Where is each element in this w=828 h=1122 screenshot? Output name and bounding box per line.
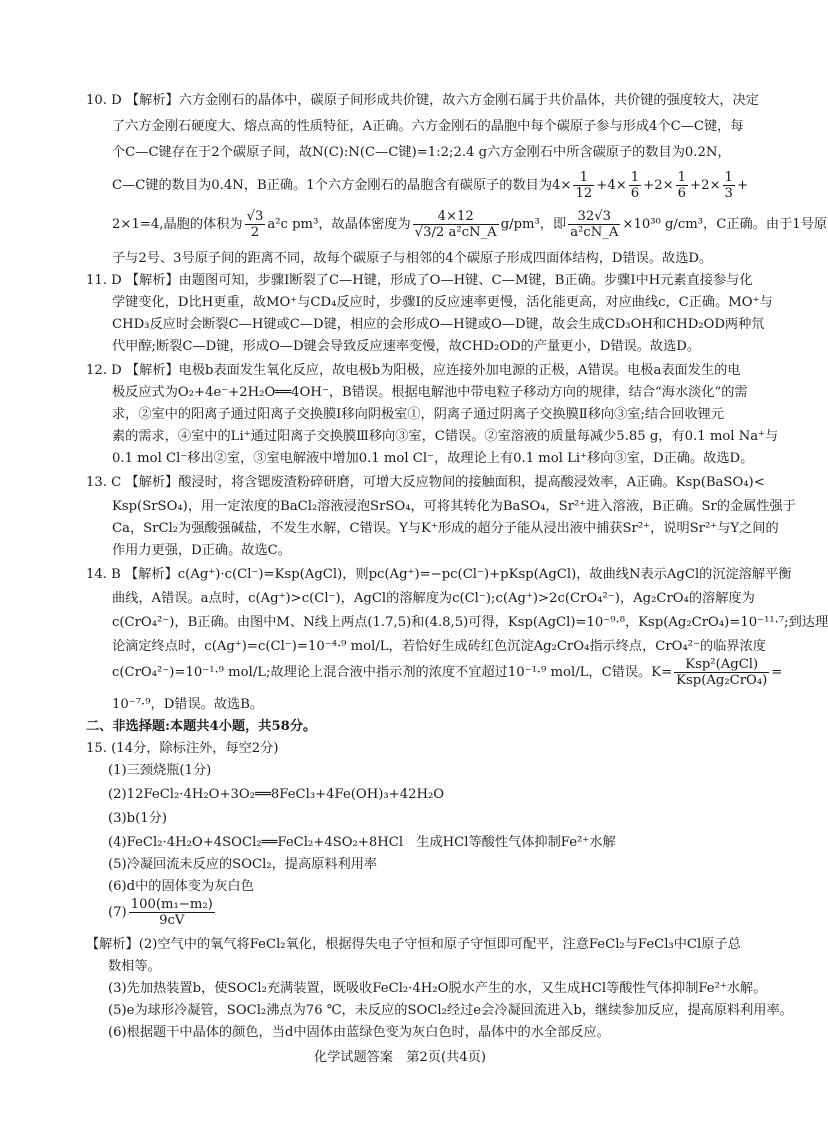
- text-line: (2)12FeCl₂·4H₂O+3O₂══8FeCl₃+4Fe(OH)₃+42H₂O: [108, 787, 445, 802]
- fraction: $\frac{1}{3}$: [724, 170, 733, 201]
- text-line: 了六方金刚石硬度大、熔点高的性质特征，A正确。六方金刚石的晶胞中每个碳原子参与形成4个C—C键，每: [112, 119, 744, 134]
- text-line: 2×1=4,晶胞的体积为 $\frac{√3}{2}$ a²c pm³，故晶体密度为 $\frac{4\times 12}{\text{√3/2 a²cN\_A}}$ g/pm³，即 $\frac{32√3}{\text{a²cN\_A}}$ ×10³⁰ g/cm³，C正确。由于1号原: [112, 209, 828, 240]
- text-line: (4)FeCl₂·4H₂O+4SOCl₂══FeCl₂+4SO₂+8HCl 生成HCl等酸性气体抑制Fe²⁺水解: [108, 835, 616, 850]
- text-line: (6)根据题干中晶体的颜色，当d中固体由蓝绿色变为灰白色时，晶体中的水全部反应。: [108, 1025, 610, 1040]
- text-line: C—C键的数目为0.4N，B正确。1个六方金刚石的晶胞含有碳原子的数目为4× $\frac{1}{12}$ +4× $\frac{1}{6}$ +2× $\frac{1}{6}$ +2× $\frac{1}{3}$ +: [112, 170, 748, 201]
- text-line: (7) $\frac{\text{100(m₁−m₂)}}{9cV}$: [108, 897, 213, 928]
- text-line: 学键变化，D比H更重，故MO⁺与CD₄反应时，步骤Ⅰ的反应速率更慢，活化能更高，对应曲线c，C正确。MO⁺与: [112, 295, 773, 310]
- text-line: 0.1 mol Cl⁻移出②室，③室电解液中增加0.1 mol Cl⁻，故理论上有0.1 mol Li⁺移向③室，D正确。故选D。: [112, 451, 754, 466]
- text-line: Ca，SrCl₂为强酸强碱盐，不发生水解，C错误。Y与K⁺形成的超分子能从浸出液中捕获Sr²⁺，说明Sr²⁺与Y之间的: [112, 521, 779, 536]
- text-line: Ksp(SrSO₄)，用一定浓度的BaCl₂溶液浸泡SrSO₄，可将其转化为BaSO₄，Sr²⁺进入溶液，B正确。Sr的金属性强于: [112, 499, 796, 514]
- text-line: 15. (14分，除标注外，每空2分): [86, 741, 279, 756]
- text-line: (3)b(1分): [108, 811, 167, 826]
- text-line: c(CrO₄²⁻)，B正确。由图中M、N线上两点(1.7,5)和(4.8,5)可得，Ksp(AgCl)=10⁻⁹·⁸，Ksp(Ag₂CrO₄)=10⁻¹¹·⁷;到达理: [112, 615, 828, 630]
- text-line: (5)e为球形冷凝管，SOCl₂沸点为76 ℃，未反应的SOCl₂经过e会冷凝回流进入b，继续参加反应，提高原料利用率。: [108, 1003, 793, 1018]
- text-line: 论滴定终点时，c(Ag⁺)=c(Cl⁻)=10⁻⁴·⁹ mol/L，若恰好生成砖红色沉淀Ag₂CrO₄指示终点，CrO₄²⁻的临界浓度: [112, 639, 766, 654]
- text-line: 代甲醇;断裂C—D键，形成O—D键会导致反应速率变慢，故CHD₂OD的产量更小，D错误。故选D。: [112, 339, 701, 354]
- text-line: 14. B 【解析】c(Ag⁺)·c(Cl⁻)=Ksp(AgCl)，则pc(Ag⁺)=−pc(Cl⁻)+pKsp(AgCl)，故曲线N表示AgCl的沉淀溶解平衡: [86, 567, 792, 582]
- text-line: 曲线，A错误。a点时，c(Ag⁺)>c(Cl⁻)，AgCl的溶解度为c(Cl⁻);c(Ag⁺)>2c(CrO₄²⁻)，Ag₂CrO₄的溶解度为: [112, 591, 755, 606]
- fraction: $\frac{4\times 12}{\text{√3/2 a²cN\_A}}$: [414, 209, 497, 240]
- fraction: $\frac{32√3}{\text{a²cN\_A}}$: [570, 209, 619, 240]
- text-line: 11. D 【解析】由题图可知，步骤Ⅰ断裂了C—H键，形成了O—H键、C—M键，B正确。步骤Ⅰ中H元素直接参与化: [86, 273, 753, 288]
- text-line: (6)d中的固体变为灰白色: [108, 879, 254, 894]
- text-line: (1)三颈烧瓶(1分): [108, 763, 212, 778]
- text-line: 求，②室中的阳离子通过阳离子交换膜Ⅰ移向阴极室①，阴离子通过阴离子交换膜Ⅱ移向③室;结合回收锂元: [112, 407, 725, 422]
- text-line: c(CrO₄²⁻)=10⁻¹·⁹ mol/L;故理论上混合液中指示剂的浓度不宜超过10⁻¹·⁹ mol/L，C错误。K= $\frac{\text{Ksp²(AgCl)}}{\text{Ksp(Ag₂CrO₄)}}$ =: [112, 657, 783, 688]
- fraction: $\frac{1}{6}$: [630, 170, 640, 201]
- text-line: 10⁻⁷·⁹，D错误。故选B。: [112, 697, 264, 712]
- text-line: (3)先加热装置b，使SOCl₂充满装置，既吸收FeCl₂·4H₂O脱水产生的水，又生成HCl等酸性气体抑制Fe²⁺水解。: [108, 981, 767, 996]
- fraction: $\frac{\text{Ksp²(AgCl)}}{\text{Ksp(Ag₂CrO₄)}}$: [676, 657, 768, 688]
- text-line: 12. D 【解析】电极b表面发生氧化反应，故电极b为阳极，应连接外加电源的正极，A错误。电极a表面发生的电: [86, 363, 741, 378]
- text-line: 极反应式为O₂+4e⁻+2H₂O══4OH⁻，B错误。根据电解池中带电粒子移动方向的规律，结合“海水淡化”的需: [112, 385, 748, 400]
- page-footer: 化学试题答案 第2页(共4页): [313, 1050, 487, 1065]
- text-line: 素的需求，④室中的Li⁺通过阳离子交换膜Ⅲ移向③室，C错误。②室溶液的质量每减少5.85 g，有0.1 mol Na⁺与: [112, 429, 779, 444]
- text-line: 数相等。: [108, 959, 161, 974]
- fraction: $\frac{\text{100(m₁−m₂)}}{9cV}$: [130, 897, 213, 928]
- text-line: (5)冷凝回流未反应的SOCl₂，提高原料利用率: [108, 857, 378, 872]
- text-line: 子与2号、3号原子间的距离不同，故每个碳原子与相邻的4个碳原子形成四面体结构，D错误。故选D。: [112, 251, 713, 266]
- text-line: 10. D 【解析】六方金刚石的晶体中，碳原子间形成共价键，故六方金刚石属于共价晶体，共价键的强度较大，决定: [86, 93, 759, 108]
- text-line: CHD₃反应时会断裂C—H键或C—D键，相应的会形成O—H键或O—D键，故会生成CD₃OH和CHD₂OD两种氘: [112, 317, 765, 332]
- fraction: $\frac{√3}{2}$: [246, 209, 264, 240]
- text-line: 作用力更强，D正确。故选C。: [112, 543, 291, 558]
- text-line: 个C—C键存在于2个碳原子间，故N(C):N(C—C键)=1:2;2.4 g六方金刚石中所含碳原子的数目为0.2N，: [112, 145, 731, 160]
- section-heading: 二、非选择题:本题共4小题，共58分。: [86, 719, 317, 734]
- fraction: $\frac{1}{12}$: [575, 170, 593, 201]
- fraction: $\frac{1}{6}$: [677, 170, 687, 201]
- text-line: 【解析】(2)空气中的氧气将FeCl₂氧化，根据得失电子守恒和原子守恒即可配平，注意FeCl₂与FeCl₃中Cl原子总: [86, 937, 741, 952]
- text-line: 13. C 【解析】酸浸时，将含锶废渣粉碎研磨，可增大反应物间的接触面积，提高酸浸效率，A正确。Ksp(BaSO₄)<: [86, 475, 765, 490]
